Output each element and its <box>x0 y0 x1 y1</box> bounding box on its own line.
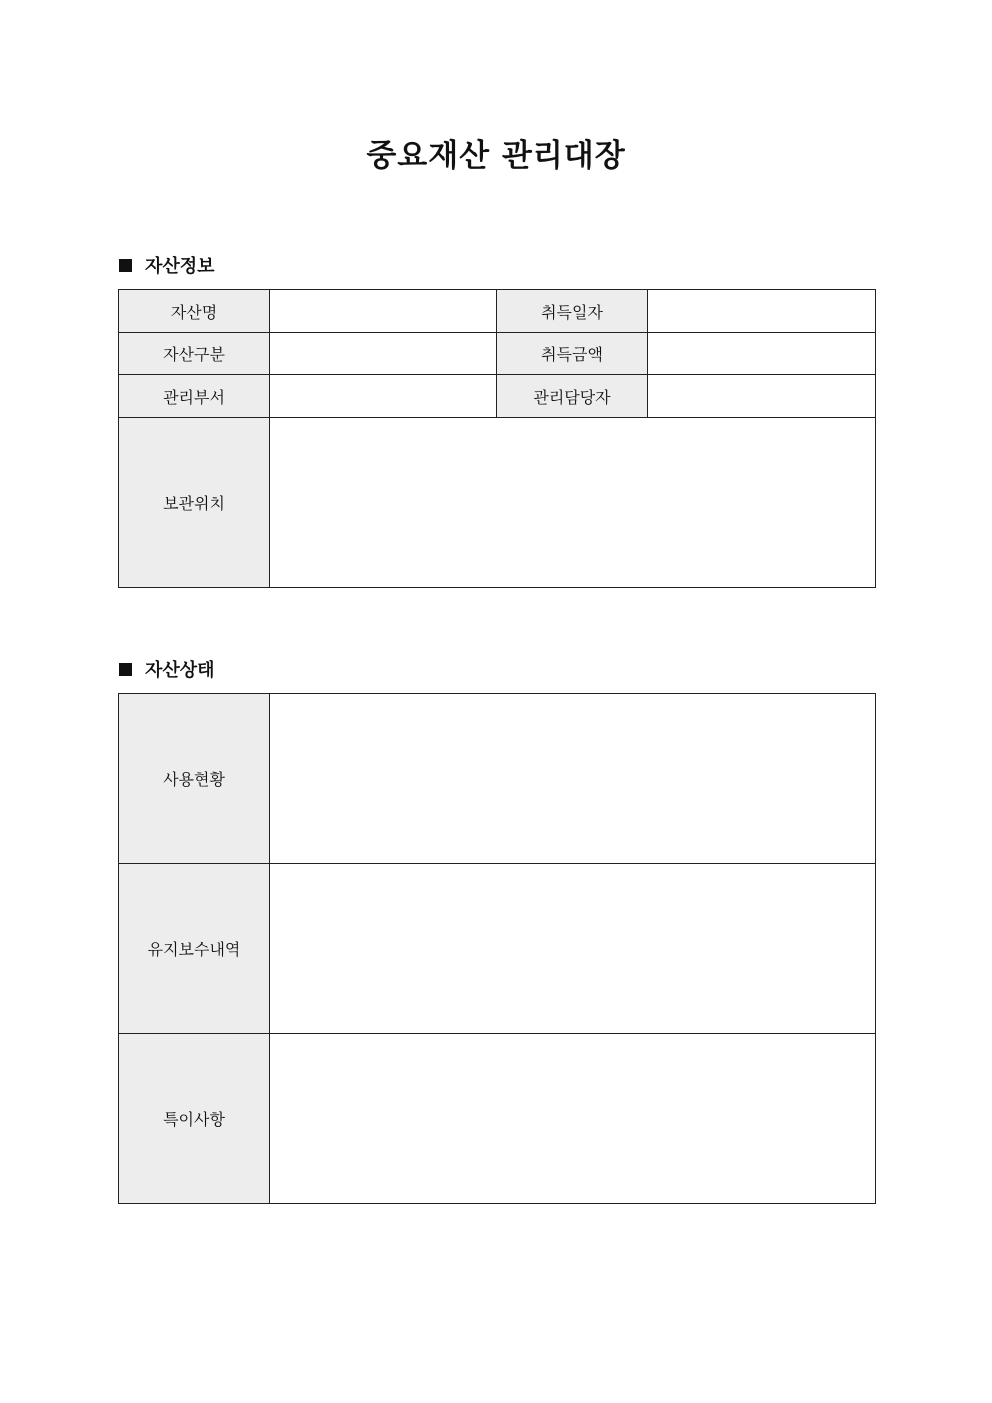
managing-department-field[interactable] <box>270 375 497 418</box>
table-row <box>119 418 876 588</box>
page-title: 중요재산 관리대장 <box>366 138 626 174</box>
section-heading-label: 자산정보 <box>145 256 215 277</box>
remarks-field[interactable] <box>270 1034 876 1204</box>
storage-location-label: 보관위치 <box>119 418 270 588</box>
asset-name-field[interactable] <box>270 290 497 333</box>
table-row <box>119 864 876 1034</box>
table-row <box>119 375 876 418</box>
asset-category-label: 자산구분 <box>119 333 270 375</box>
table-row <box>119 290 876 333</box>
section-heading-asset-info <box>119 253 215 277</box>
table-row <box>119 694 876 864</box>
maintenance-history-label: 유지보수내역 <box>119 864 270 1034</box>
manager-field[interactable] <box>648 375 876 418</box>
square-bullet-icon <box>119 663 132 676</box>
table-row <box>119 1034 876 1204</box>
acquisition-date-field[interactable] <box>648 290 876 333</box>
asset-category-field[interactable] <box>270 333 497 375</box>
usage-status-label: 사용현황 <box>119 694 270 864</box>
storage-location-field[interactable] <box>270 418 876 588</box>
managing-department-label: 관리부서 <box>119 375 270 418</box>
table-row <box>119 333 876 375</box>
section-heading-label: 자산상태 <box>145 660 215 681</box>
manager-label: 관리담당자 <box>497 375 648 418</box>
asset-info-table <box>118 289 876 588</box>
maintenance-history-field[interactable] <box>270 864 876 1034</box>
acquisition-amount-label: 취득금액 <box>497 333 648 375</box>
asset-status-table <box>118 693 876 1204</box>
usage-status-field[interactable] <box>270 694 876 864</box>
square-bullet-icon <box>119 259 132 272</box>
remarks-label: 특이사항 <box>119 1034 270 1204</box>
section-heading-asset-status <box>119 657 215 681</box>
asset-name-label: 자산명 <box>119 290 270 333</box>
acquisition-date-label: 취득일자 <box>497 290 648 333</box>
acquisition-amount-field[interactable] <box>648 333 876 375</box>
